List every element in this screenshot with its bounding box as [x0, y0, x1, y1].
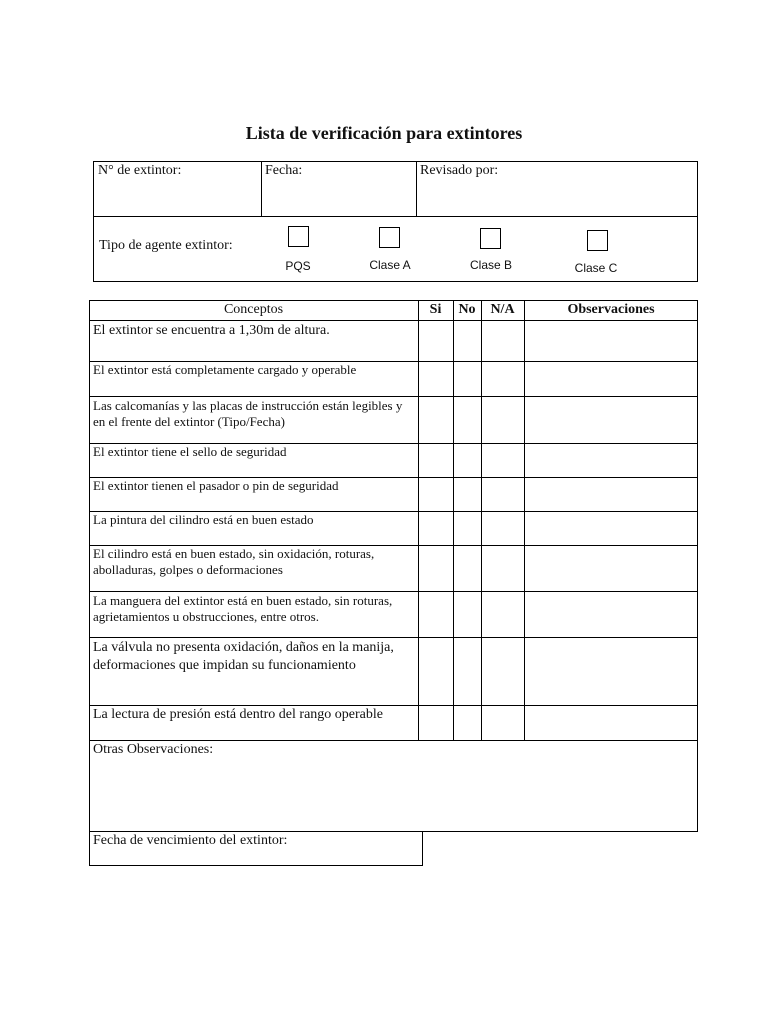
- row-line: [89, 396, 698, 397]
- checklist-item: El extintor está completamente cargado y operable: [93, 362, 357, 377]
- agent-type-label: Tipo de agente extintor:: [99, 238, 233, 253]
- otras-observaciones-field[interactable]: [93, 742, 693, 828]
- label-clase-a: Clase A: [369, 258, 411, 272]
- checkbox-clase-b[interactable]: [480, 228, 501, 249]
- checkbox-clase-c[interactable]: [587, 230, 608, 251]
- otras-observaciones-label: Otras Observaciones:: [93, 742, 214, 757]
- checklist-item: La manguera del extintor está en buen estado, sin roturas, agrietamientos u obstrucciones, entre otros.: [93, 593, 393, 624]
- row-line: [89, 637, 698, 638]
- header-divider: [93, 216, 698, 217]
- checklist-item: La válvula no presenta oxidación, daños en la manija, deformaciones que impidan su funcionamiento: [93, 640, 394, 673]
- reviewed-by-field[interactable]: [420, 163, 498, 179]
- column-header-no: No: [458, 302, 476, 317]
- checklist-item: La pintura del cilindro está en buen estado: [93, 512, 314, 527]
- col-line-si: [418, 300, 419, 740]
- checklist-item: El cilindro está en buen estado, sin oxidación, roturas, abolladuras, golpes o deformaciones: [93, 546, 375, 577]
- label-pqs: PQS: [285, 259, 311, 273]
- checklist-item: El extintor tienen el pasador o pin de seguridad: [93, 478, 339, 493]
- header-vdivider-2: [416, 161, 417, 217]
- page-title: Lista de verificación para extintores: [245, 123, 523, 143]
- checklist-item: El extintor tiene el sello de seguridad: [93, 444, 287, 459]
- col-line-na: [481, 300, 482, 740]
- date-label: Fecha:: [265, 163, 303, 178]
- label-clase-c: Clase C: [574, 261, 618, 275]
- extintor-number-field[interactable]: [98, 163, 181, 179]
- label-clase-b: Clase B: [469, 258, 513, 272]
- date-field[interactable]: [265, 163, 302, 179]
- checklist-item: La lectura de presión está dentro del rango operable: [93, 707, 383, 722]
- row-line: [89, 591, 698, 592]
- vencimiento-label: Fecha de vencimiento del extintor:: [93, 833, 288, 848]
- col-line-no: [453, 300, 454, 740]
- checkbox-pqs[interactable]: [288, 226, 309, 247]
- column-header-na: N/A: [490, 302, 515, 317]
- checklist-item: Las calcomanías y las placas de instrucción están legibles y en el frente del extintor (Tipo/Fecha): [93, 398, 403, 429]
- column-header-si: Si: [429, 302, 442, 317]
- column-header-conceptos: Conceptos: [223, 302, 284, 317]
- reviewed-by-label: Revisado por:: [420, 163, 499, 178]
- column-header-observaciones: Observaciones: [567, 302, 655, 317]
- row-line: [89, 320, 698, 321]
- checkbox-clase-a[interactable]: [379, 227, 400, 248]
- checklist-item: El extintor se encuentra a 1,30m de altura.: [93, 323, 330, 338]
- row-line: [89, 740, 698, 741]
- header-vdivider-1: [261, 161, 262, 217]
- extintor-number-label: N° de extintor:: [98, 163, 182, 178]
- col-line-obs: [524, 300, 525, 740]
